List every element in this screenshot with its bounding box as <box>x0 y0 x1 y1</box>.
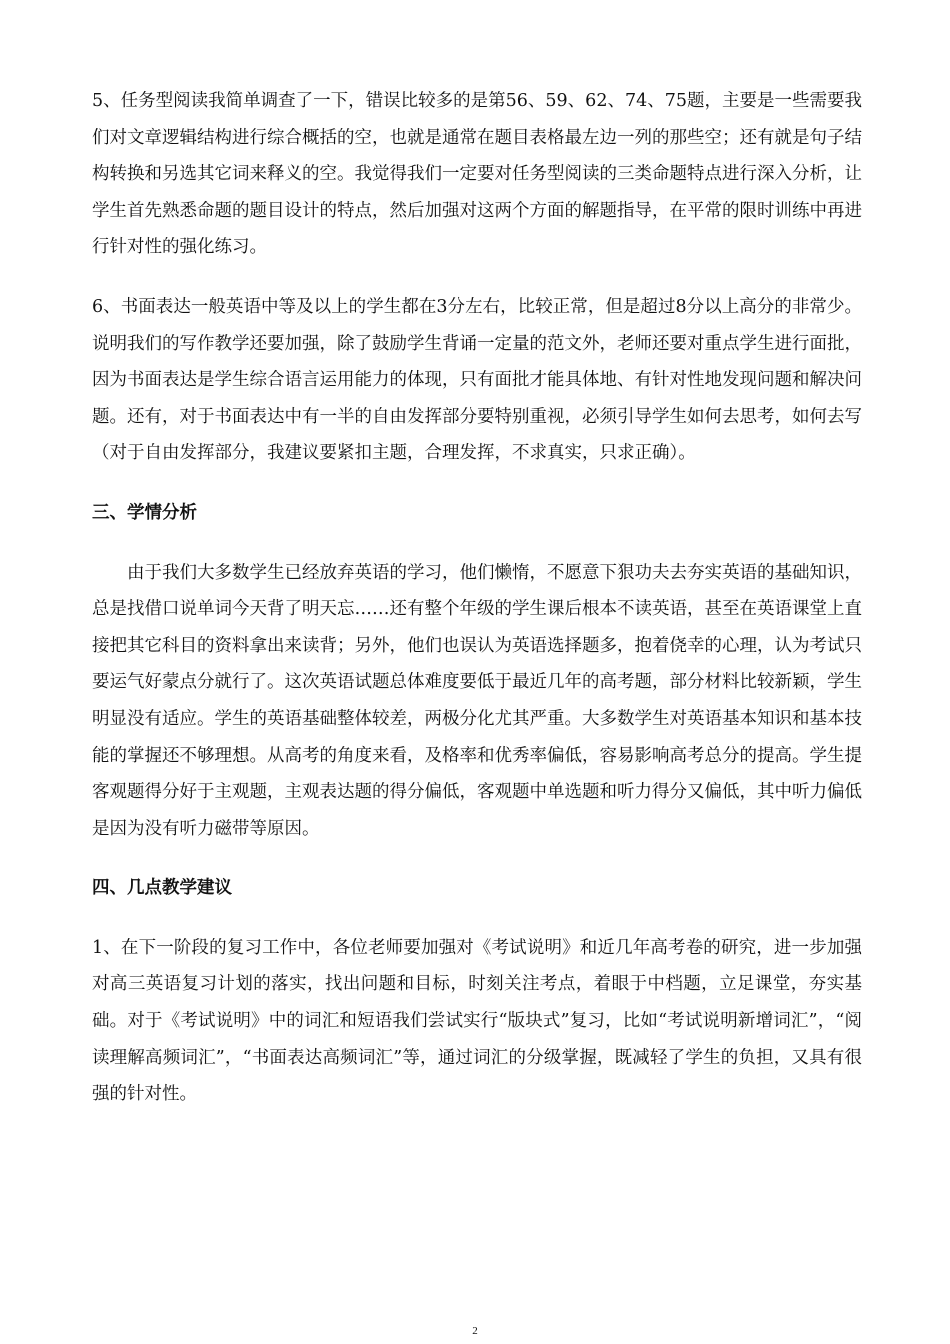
paragraph-suggestion-1: 1、在下一阶段的复习工作中，各位老师要加强对《考试说明》和近几年高考卷的研究，进一步加强对高三英语复习计划的落实，找出问题和目标，时刻关注考点，着眼于中档题，立足课堂，夯实基础。对于《考试说明》中的词汇和短语我们尝试实行“版块式”复习，比如“考试说明新增词汇”，“阅读理解高频词汇”，“书面表达高频词汇”等，通过词汇的分级掌握，既减轻了学生的负担，又具有很强的针对性。 <box>92 937 862 1105</box>
paragraph-student-analysis: 由于我们大多数学生已经放弃英语的学习，他们懒惰，不愿意下狠功夫去夯实英语的基础知识，总是找借口说单词今天背了明天忘……还有整个年级的学生课后根本不读英语，甚至在英语课堂上直接把其它科目的资料拿出来读背；另外，他们也误认为英语选择题多，抱着侥幸的心理，认为考试只要运气好蒙点分就行了。这次英语试题总体难度要低于最近几年的高考题，部分材料比较新颖，学生明显没有适应。学生的英语基础整体较差，两极分化尤其严重。大多数学生对英语基本知识和基本技能的掌握还不够理想。从高考的角度来看，及格率和优秀率偏低，容易影响高考总分的提高。学生提客观题得分好于主观题，主观表达题的得分偏低，客观题中单选题和听力得分又偏低，其中听力偏低是因为没有听力磁带等原因。 <box>92 562 862 839</box>
paragraph-writing: 6、书面表达一般英语中等及以上的学生都在3分左右，比较正常，但是超过8分以上高分的非常少。说明我们的写作教学还要加强，除了鼓励学生背诵一定量的范文外，老师还要对重点学生进行面批，因为书面表达是学生综合语言运用能力的体现，只有面批才能具体地、有针对性地发现问题和解决问题。还有，对于书面表达中有一半的自由发挥部分要特别重视，必须引导学生如何去思考，如何去写（对于自由发挥部分，我建议要紧扣主题，合理发挥，不求真实，只求正确）。 <box>92 296 862 464</box>
paragraph-task-reading: 5、任务型阅读我简单调查了一下，错误比较多的是第56、59、62、74、75题，主要是一些需要我们对文章逻辑结构进行综合概括的空，也就是通常在题目表格最左边一列的那些空；还有就是句子结构转换和另选其它词来释义的空。我觉得我们一定要对任务型阅读的三类命题特点进行深入分析，让学生首先熟悉命题的题目设计的特点，然后加强对这两个方面的解题指导，在平常的限时训练中再进行针对性的强化练习。 <box>92 91 862 258</box>
page-number: 2 <box>472 1325 478 1337</box>
document-body <box>92 83 862 1136</box>
section-heading-teaching-suggestions: 四、几点教学建议 <box>92 878 232 899</box>
section-heading-student-analysis: 三、学情分析 <box>92 502 197 523</box>
